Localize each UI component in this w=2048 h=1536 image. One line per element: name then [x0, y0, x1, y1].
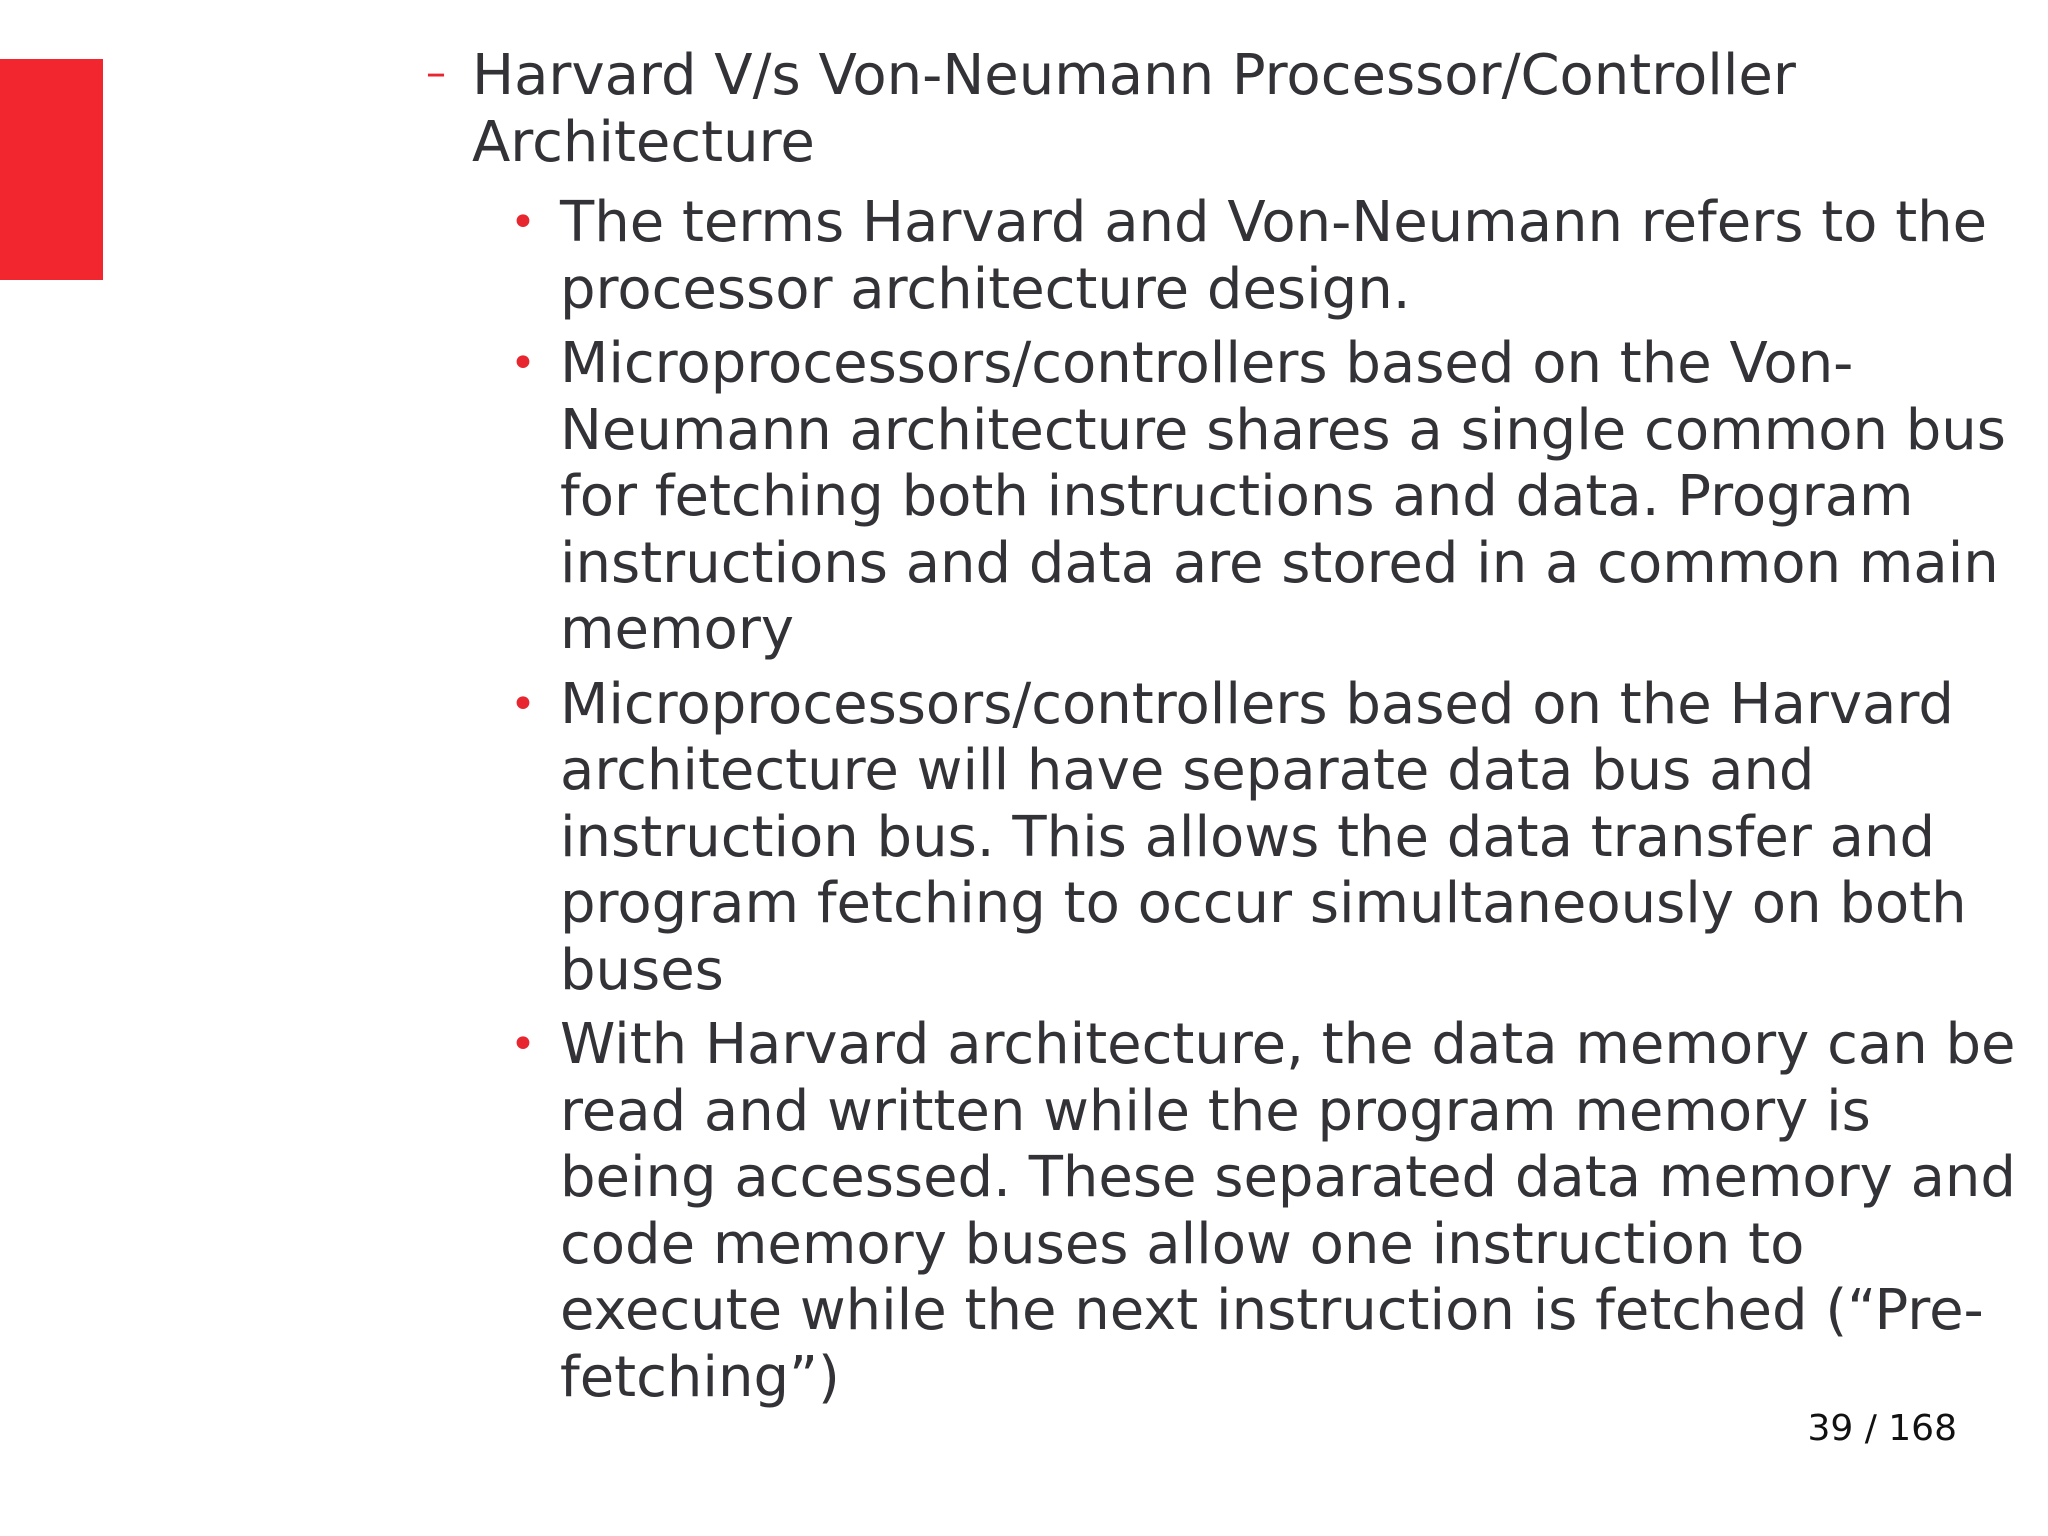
- bullet-dot-icon: •: [510, 678, 536, 730]
- accent-bar: [0, 59, 103, 280]
- bullet-item: [510, 190, 2040, 323]
- heading-text: Harvard V/s Von-Neumann Processor/Controller Architecture: [472, 43, 1796, 175]
- heading-dash-marker: –: [426, 50, 446, 96]
- bullet-dot-icon: •: [510, 197, 536, 248]
- slide-heading: [426, 42, 2032, 176]
- bullet-item: [510, 671, 2040, 1005]
- bullet-text: Microprocessors/controllers based on the Harvard architecture will have separate data bus and instruction bus. This allows the data transfer and program fetching to occur simultaneously on both buses: [560, 671, 1967, 1003]
- bullet-text: With Harvard architecture, the data memory can be read and written while the program memory is being accessed. These separated data memory and code memory buses allow one instruction to execute while the next instruction is fetched (“Pre-fetching”): [560, 1012, 2016, 1410]
- page-number: 39 / 168: [1807, 1408, 1957, 1449]
- bullet-dot-icon: •: [510, 1019, 536, 1070]
- bullet-item: [510, 1012, 2040, 1411]
- bullet-dot-icon: •: [510, 338, 536, 389]
- bullet-text: Microprocessors/controllers based on the Von-Neumann architecture shares a single common bus for fetching both instructions and data. Program instructions and data are stored in a common main memory: [560, 331, 2006, 662]
- bullet-list: [510, 190, 2040, 1419]
- bullet-item: [510, 331, 2040, 664]
- bullet-text: The terms Harvard and Von-Neumann refers to the processor architecture design.: [560, 190, 1988, 322]
